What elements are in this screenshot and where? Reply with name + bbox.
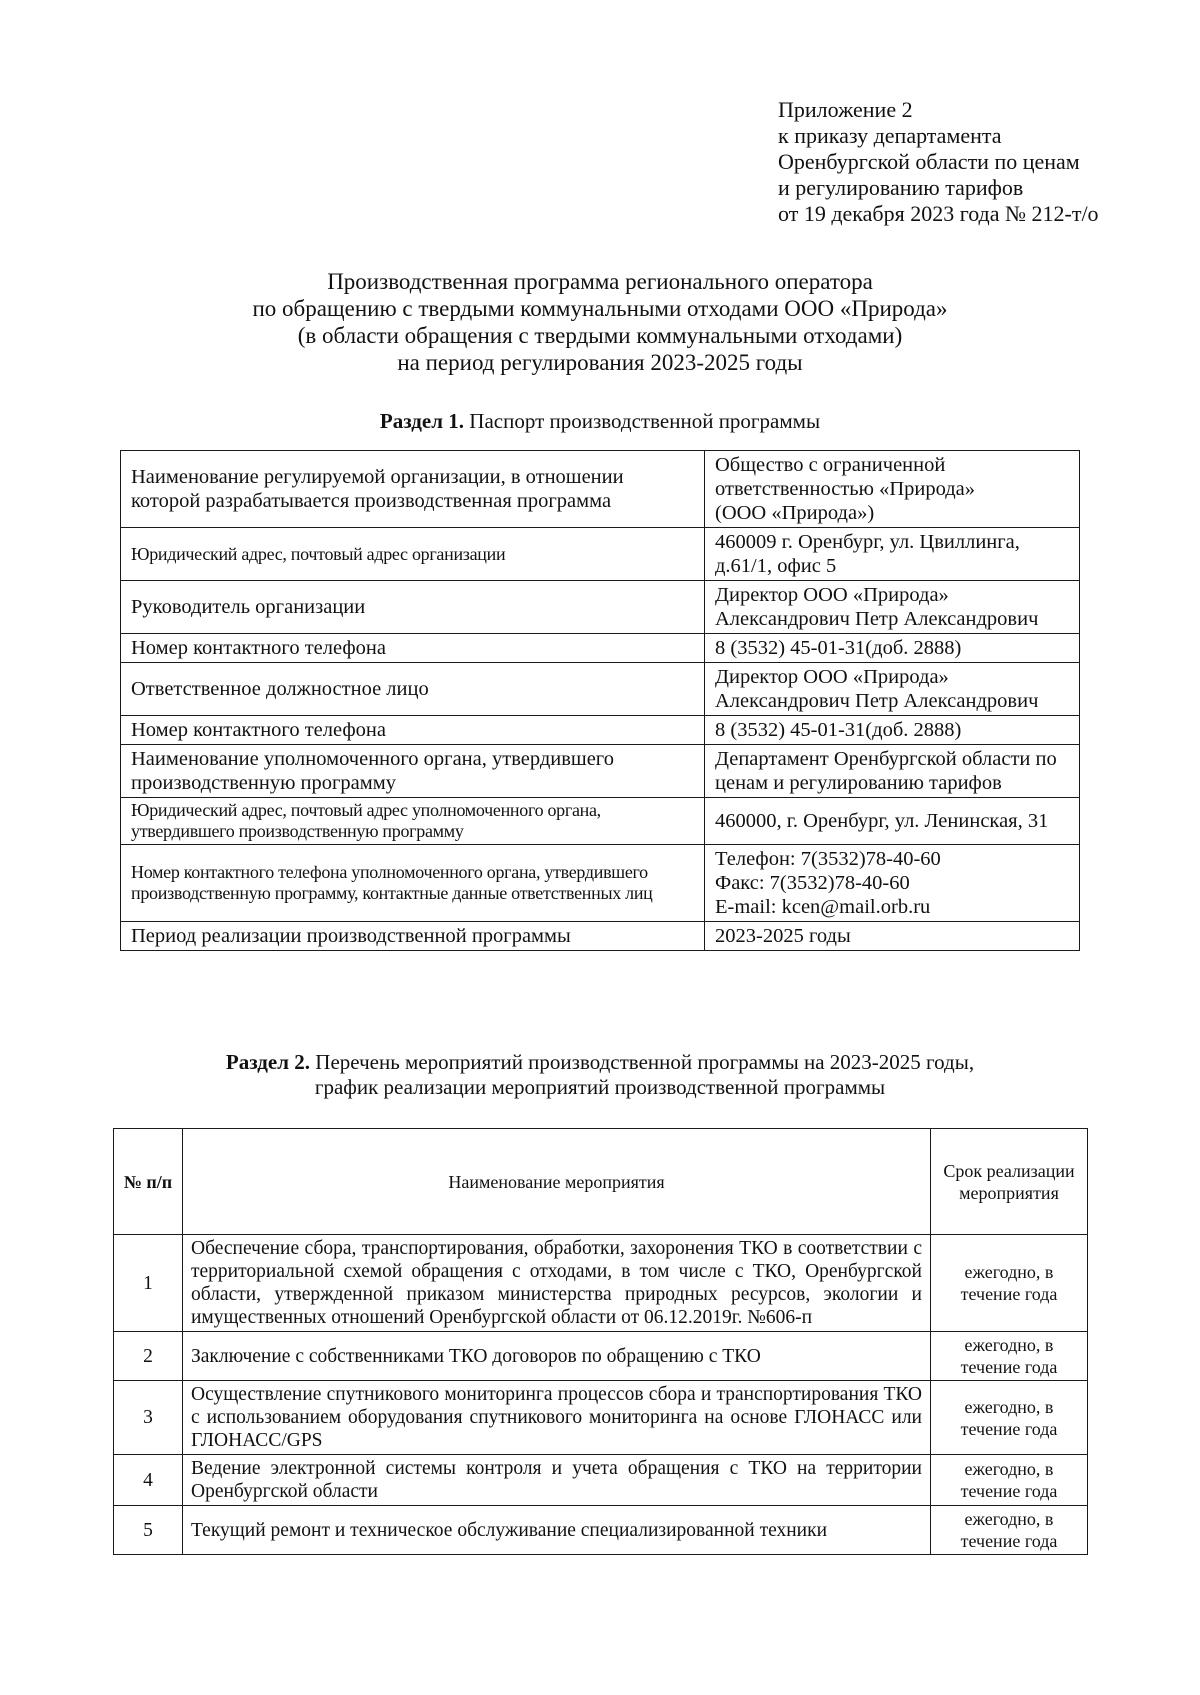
event-name: Текущий ремонт и техническое обслуживание специализированной техники (183, 1506, 931, 1555)
section1-title: Паспорт производственной программы (464, 409, 821, 433)
title-line: по обращению с твердыми коммунальными отходами ООО «Природа» (252, 296, 948, 321)
passport-label: Номер контактного телефона уполномоченного органа, утвердившего производственную программу, контактные данные ответственных лиц (121, 845, 705, 922)
passport-label: Наименование регулируемой организации, в отношении которой разрабатывается производственная программа (121, 451, 705, 528)
passport-value (705, 451, 1080, 528)
event-name: Заключение с собственниками ТКО договоров по обращению с ТКО (183, 1332, 931, 1381)
value-line: Александрович Петр Александрович (715, 608, 1039, 630)
event-term: ежегодно, в течение года (931, 1332, 1088, 1381)
section2-title: Перечень мероприятий производственной программы на 2023-2025 годы, (310, 1050, 975, 1074)
table-row (121, 663, 1080, 716)
appendix-line: от 19 декабря 2023 года № 212-т/о (778, 201, 1099, 226)
appendix-block (778, 97, 1099, 227)
passport-value (705, 745, 1080, 798)
appendix-line: Приложение 2 (778, 97, 913, 122)
value-line: 460000, г. Оренбург, ул. Ленинская, 31 (715, 810, 1049, 832)
table-row (121, 845, 1080, 922)
section1-heading (120, 409, 1080, 434)
passport-label: Юридический адрес, почтовый адрес уполномоченного органа, утвердившего производственную программу (121, 798, 705, 845)
table-row (121, 451, 1080, 528)
value-line: Общество с ограниченной (715, 454, 946, 476)
passport-value (705, 634, 1080, 663)
header-num: № п/п (114, 1129, 183, 1235)
passport-value (705, 528, 1080, 581)
appendix-line: и регулированию тарифов (778, 175, 1024, 200)
event-term: ежегодно, в течение года (931, 1381, 1088, 1455)
event-term: ежегодно, в течение года (931, 1235, 1088, 1332)
value-line: Департамент Оренбургской области по (715, 748, 1057, 770)
document-title (120, 268, 1080, 376)
value-line: 8 (3532) 45-01-31(доб. 2888) (715, 637, 962, 659)
passport-label: Ответственное должностное лицо (121, 663, 705, 716)
event-term: ежегодно, в течение года (931, 1506, 1088, 1555)
passport-label: Юридический адрес, почтовый адрес организации (121, 528, 705, 581)
event-num: 3 (114, 1381, 183, 1455)
passport-label: Период реализации производственной программы (121, 922, 705, 951)
section2-heading-line: график реализации мероприятий производственной программы (314, 1075, 886, 1099)
passport-value (705, 663, 1080, 716)
section2-heading (120, 1050, 1080, 1100)
passport-label: Руководитель организации (121, 581, 705, 634)
table-row (121, 634, 1080, 663)
value-line: Директор ООО «Природа» (715, 584, 949, 606)
title-line: на период регулирования 2023-2025 годы (397, 350, 803, 375)
table-row (121, 528, 1080, 581)
event-name: Осуществление спутникового мониторинга процессов сбора и транспортирования ТКО с использованием оборудования спутникового мониторинга на основе ГЛОНАСС или ГЛОНАСС/GPS (183, 1381, 931, 1455)
value-line: Директор ООО «Природа» (715, 666, 949, 688)
event-term: ежегодно, в течение года (931, 1455, 1088, 1506)
header-term: Срок реализации мероприятия (931, 1129, 1088, 1235)
passport-label: Номер контактного телефона (121, 716, 705, 745)
event-num: 1 (114, 1235, 183, 1332)
table-row (114, 1332, 1088, 1381)
table-row (121, 581, 1080, 634)
table-row (114, 1455, 1088, 1506)
event-name: Ведение электронной системы контроля и учета обращения с ТКО на территории Оренбургской области (183, 1455, 931, 1506)
table-row (121, 716, 1080, 745)
value-line: Телефон: 7(3532)78-40-60 (715, 848, 941, 870)
event-num: 2 (114, 1332, 183, 1381)
value-line: (ООО «Природа») (715, 502, 875, 524)
passport-value (705, 716, 1080, 745)
passport-label: Номер контактного телефона (121, 634, 705, 663)
value-line: Александрович Петр Александрович (715, 690, 1039, 712)
table-row (121, 745, 1080, 798)
value-line: ответственностью «Природа» (715, 478, 976, 500)
section2-heading-line (120, 1050, 1080, 1075)
value-line: д.61/1, офис 5 (715, 555, 837, 577)
passport-table (120, 450, 1080, 951)
value-line: 2023-2025 годы (715, 925, 851, 947)
value-line: ценам и регулированию тарифов (715, 772, 1002, 794)
appendix-line: к приказу департамента (778, 123, 1002, 148)
event-num: 5 (114, 1506, 183, 1555)
passport-value (705, 922, 1080, 951)
value-line: 460009 г. Оренбург, ул. Цвиллинга, (715, 531, 1020, 553)
table-header-row (114, 1129, 1088, 1235)
title-line: Производственная программа регионального оператора (327, 269, 873, 294)
table-row (114, 1381, 1088, 1455)
passport-value (705, 581, 1080, 634)
event-name: Обеспечение сбора, транспортирования, обработки, захоронения ТКО в соответствии с территориальной схемой обращения с отходами, в том числе с ТКО, Оренбургской области, утвержденной приказом министерства природных ресурсов, экологии и имущественных отношений Оренбургской области от 06.12.2019г. №606-п (183, 1235, 931, 1332)
header-name: Наименование мероприятия (183, 1129, 931, 1235)
value-line: 8 (3532) 45-01-31(доб. 2888) (715, 719, 962, 741)
table-row (114, 1235, 1088, 1332)
passport-value (705, 845, 1080, 922)
section2-label: Раздел 2. (225, 1050, 311, 1074)
table-row (114, 1506, 1088, 1555)
table-row (121, 922, 1080, 951)
events-table (113, 1128, 1088, 1555)
appendix-line: Оренбургской области по ценам (778, 149, 1080, 174)
value-line: Факс: 7(3532)78-40-60 (715, 872, 910, 894)
table-row (121, 798, 1080, 845)
event-num: 4 (114, 1455, 183, 1506)
section1-label: Раздел 1. (379, 409, 465, 433)
title-line: (в области обращения с твердыми коммунальными отходами) (297, 323, 903, 348)
value-line: E-mail: kcen@mail.orb.ru (715, 896, 931, 918)
passport-label: Наименование уполномоченного органа, утвердившего производственную программу (121, 745, 705, 798)
passport-value (705, 798, 1080, 845)
